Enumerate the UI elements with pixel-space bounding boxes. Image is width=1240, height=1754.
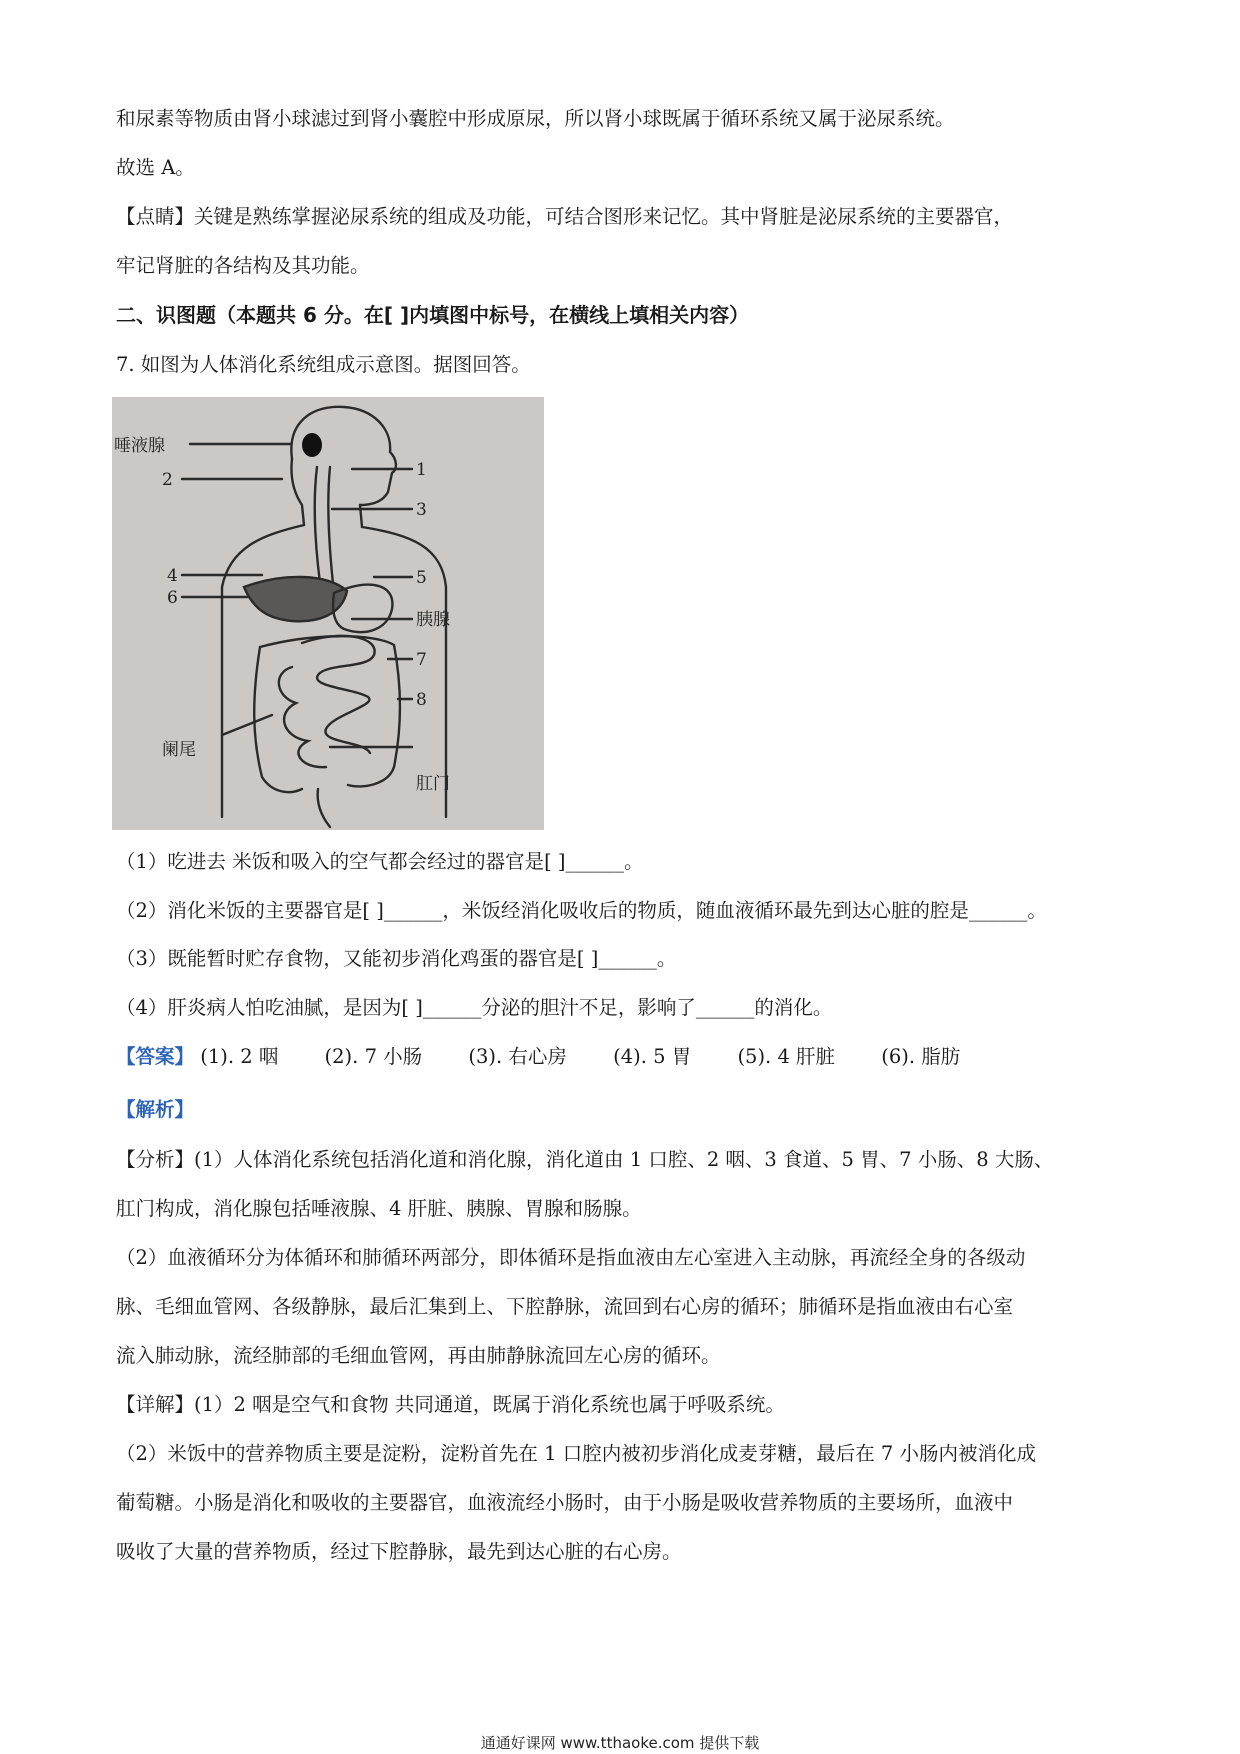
label-5: 5 <box>416 568 427 588</box>
answer-item: (5). 4 肝脏 <box>737 1045 836 1068</box>
text-line: 故选 A。 <box>116 156 195 179</box>
label-appendix: 阑尾 <box>162 740 196 760</box>
answer-item: (2). 7 小肠 <box>324 1045 423 1068</box>
label-6: 6 <box>167 588 178 608</box>
answer-item: (1). 2 咽 <box>200 1045 279 1068</box>
detail-line: （2）米饭中的营养物质主要是淀粉，淀粉首先在 1 口腔内被初步消化成麦芽糖，最后在 7 小肠内被消化成 <box>116 1442 1037 1465</box>
sub-question-2: （2）消化米饭的主要器官是[ ]______，米饭经消化吸收后的物质，随血液循环最先到达心脏的腔是______。 <box>116 899 1047 922</box>
label-salivary-gland: 唾液腺 <box>114 436 165 456</box>
analysis-tag: 【解析】 <box>116 1098 195 1121</box>
sub-question-3: （3）既能暂时贮存食物，又能初步消化鸡蛋的器官是[ ]______。 <box>116 947 677 970</box>
analysis-line: 脉、毛细血管网、各级静脉，最后汇集到上、下腔静脉，流回到右心房的循环；肺循环是指血液由右心室 <box>116 1295 1014 1318</box>
answer-tag: 【答案】 <box>116 1045 195 1068</box>
detail-line: 葡萄糖。小肠是消化和吸收的主要器官，血液流经小肠时，由于小肠是吸收营养物质的主要场所，血液中 <box>116 1491 1014 1514</box>
page-footer: 通通好课网 www.tthaoke.com 提供下载 <box>480 1734 760 1752</box>
analysis-line: 肛门构成，消化腺包括唾液腺、4 肝脏、胰腺、胃腺和肠腺。 <box>116 1197 642 1220</box>
label-3: 3 <box>416 500 427 520</box>
text-line: 牢记肾脏的各结构及其功能。 <box>116 254 370 277</box>
sub-question-4: （4）肝炎病人怕吃油腻，是因为[ ]______分泌的胆汁不足，影响了______的消化。 <box>116 996 833 1019</box>
label-8: 8 <box>416 690 427 710</box>
detail-line: 【详解】(1）2 咽是空气和食物 共同通道，既属于消化系统也属于呼吸系统。 <box>116 1393 785 1416</box>
label-pancreas: 胰腺 <box>416 610 450 630</box>
label-1: 1 <box>416 460 427 480</box>
analysis-line: （2）血液循环分为体循环和肺循环两部分，即体循环是指血液由左心室进入主动脉，再流经全身的各级动 <box>116 1246 1026 1269</box>
answer-item: (6). 脂肪 <box>881 1045 961 1068</box>
detail-line: 吸收了大量的营养物质，经过下腔静脉，最先到达心脏的右心房。 <box>116 1540 682 1563</box>
sub-question-1: （1）吃进去 米饭和吸入的空气都会经过的器官是[ ]______。 <box>116 850 644 873</box>
label-anus: 肛门 <box>416 774 450 794</box>
label-7: 7 <box>416 650 427 670</box>
label-2: 2 <box>162 470 173 490</box>
analysis-line: 【分析】(1）人体消化系统包括消化道和消化腺，消化道由 1 口腔、2 咽、3 食道、5 胃、7 小肠、8 大肠、 <box>116 1148 1054 1171</box>
question-stem: 7. 如图为人体消化系统组成示意图。据图回答。 <box>116 353 531 376</box>
label-4: 4 <box>167 566 178 586</box>
answer-item: (3). 右心房 <box>468 1045 567 1068</box>
text-line: 和尿素等物质由肾小球滤过到肾小囊腔中形成原尿，所以肾小球既属于循环系统又属于泌尿系统。 <box>116 107 955 130</box>
analysis-line: 流入肺动脉，流经肺部的毛细血管网，再由肺静脉流回左心房的循环。 <box>116 1344 721 1367</box>
answer-item: (4). 5 胃 <box>613 1045 692 1068</box>
digestive-system-diagram <box>112 397 544 830</box>
key-point-line: 【点睛】关键是熟练掌握泌尿系统的组成及功能，可结合图形来记忆。其中肾脏是泌尿系统的主要器官， <box>116 205 1014 228</box>
section-heading: 二、识图题（本题共 6 分。在[ ]内填图中标号，在横线上填相关内容） <box>116 303 750 327</box>
answer-line <box>116 1044 1000 1070</box>
